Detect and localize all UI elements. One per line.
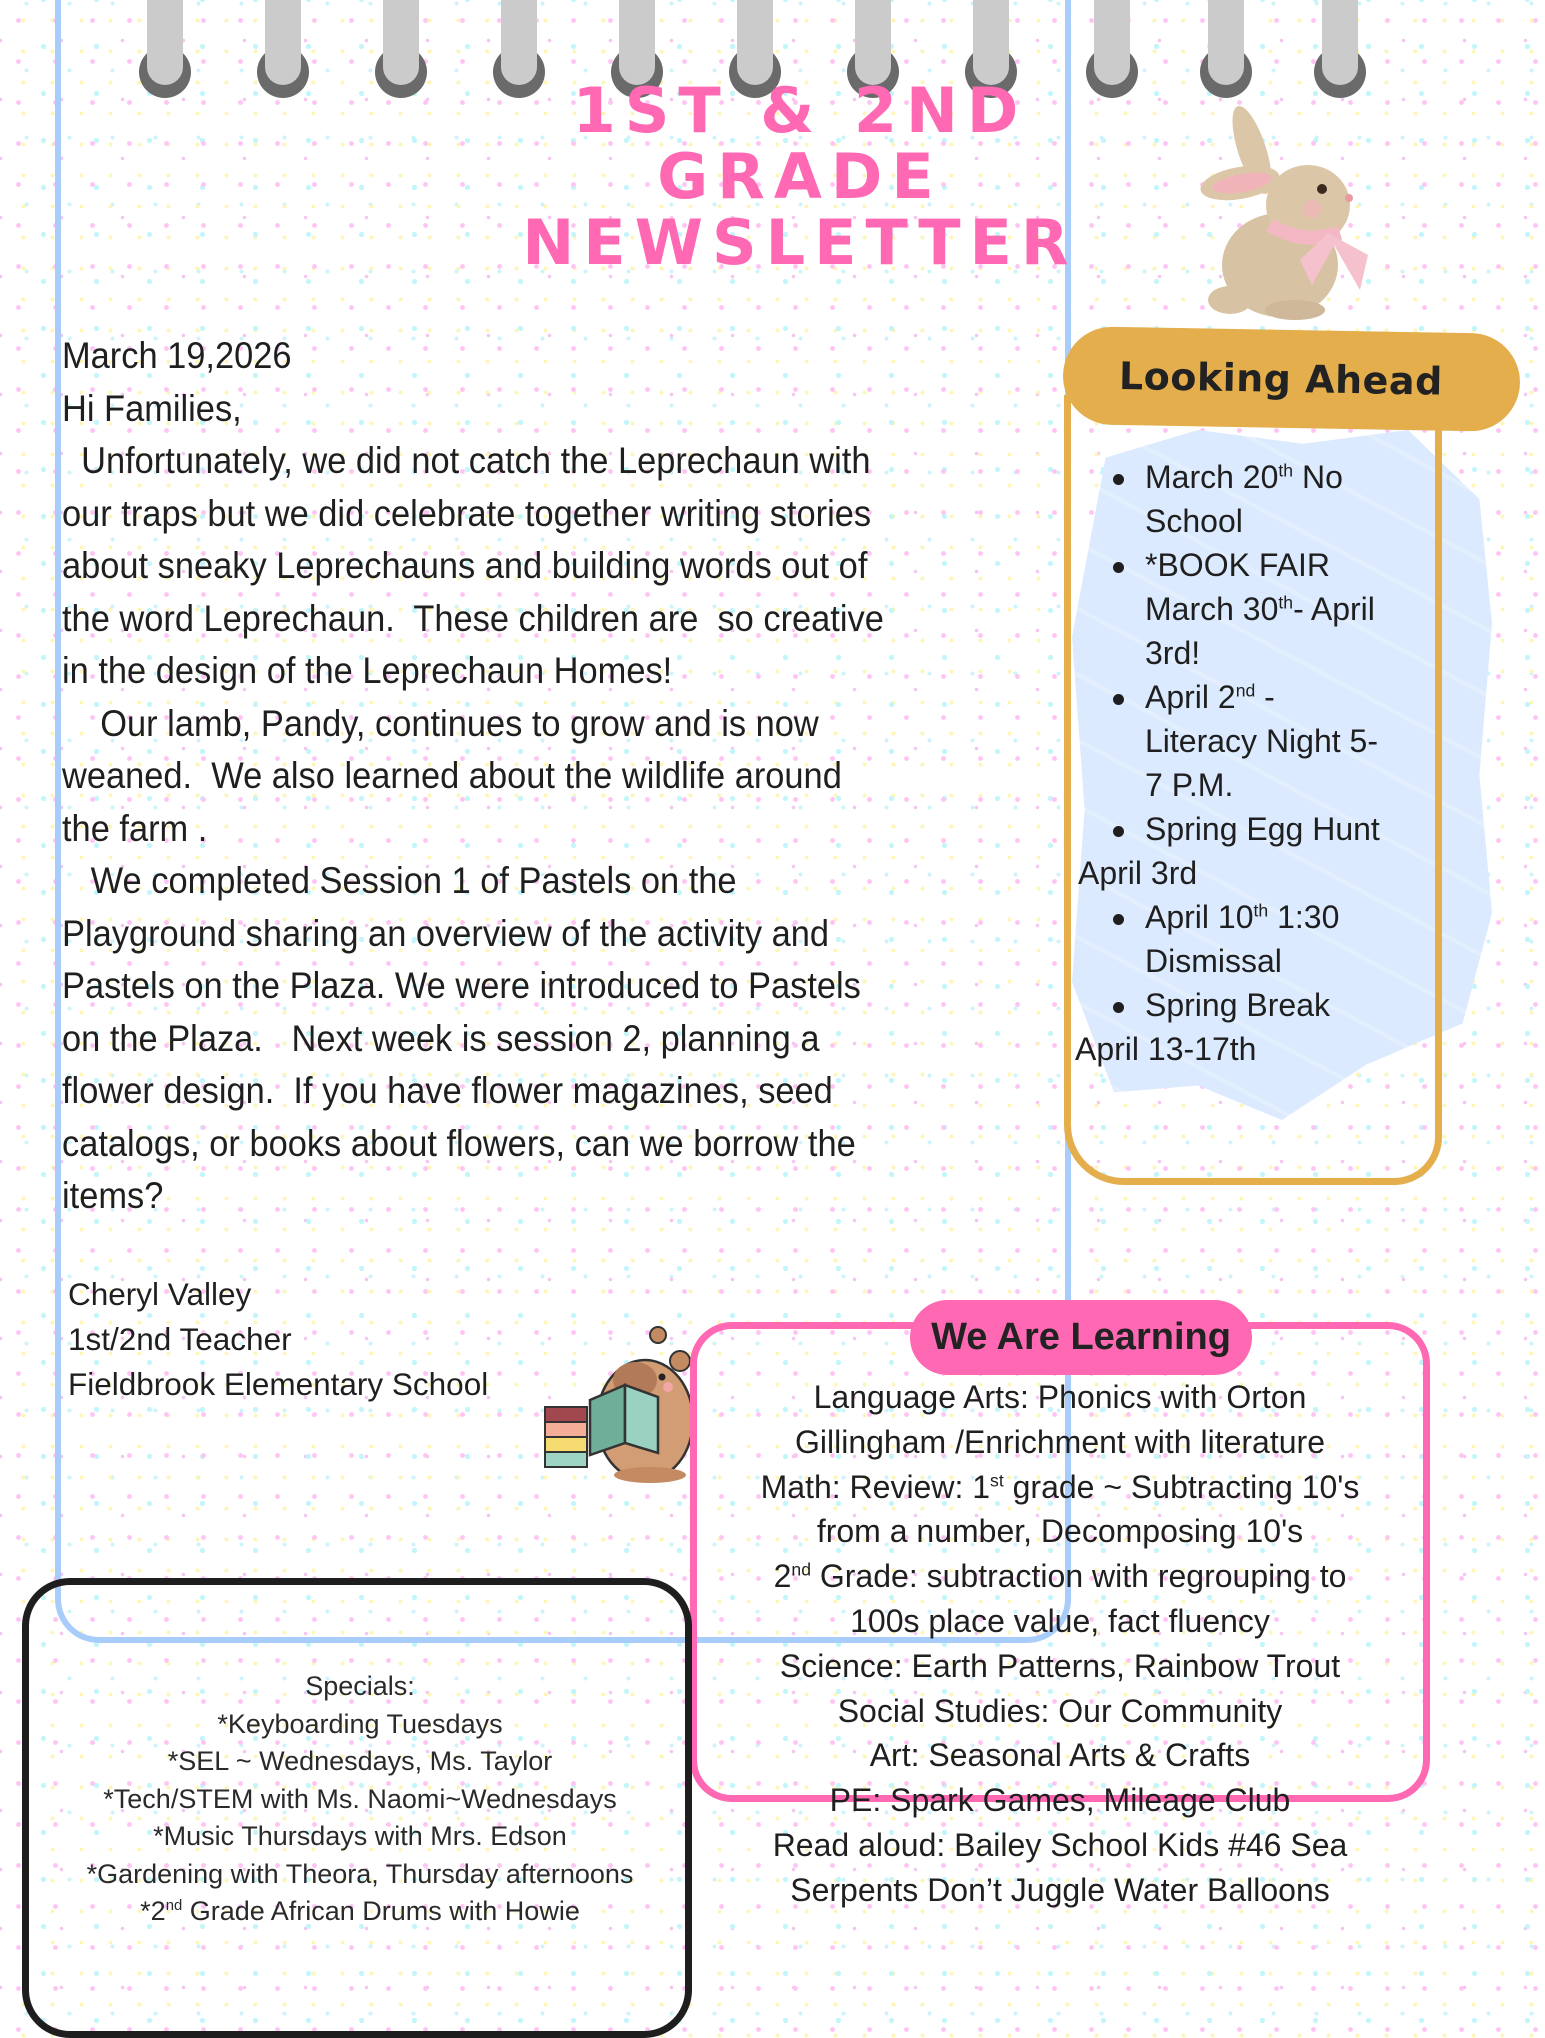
ring-wire: [973, 0, 1009, 85]
spiral-ring-icon: [1314, 0, 1366, 98]
title-line-3: NEWSLETTER: [522, 206, 1078, 279]
school-name: Fieldbrook Elementary School: [68, 1366, 489, 1402]
ring-wire: [265, 0, 301, 85]
capybara-reading-icon: [540, 1325, 700, 1485]
learning-line: from a number, Decomposing 10's: [816, 1513, 1304, 1550]
specials-line: *2nd Grade African Drums with Howie: [140, 1896, 580, 1926]
ring-wire: [1094, 0, 1130, 85]
looking-ahead-title: Looking Ahead: [1118, 353, 1444, 404]
title-line-1: 1ST & 2ND: [572, 74, 1028, 147]
learning-line: 100s place value, fact fluency: [850, 1602, 1270, 1639]
letter-line: flower design. If you have flower magazines, seed: [62, 1070, 833, 1111]
learning-line: Science: Earth Patterns, Rainbow Trout: [779, 1647, 1341, 1684]
ring-wire: [619, 0, 655, 85]
learning-line: Language Arts: Phonics with Orton: [813, 1379, 1307, 1415]
letter-line: on the Plaza. Next week is session 2, planning a: [62, 1017, 820, 1059]
item-text: April 2nd -: [1145, 679, 1275, 715]
learning-line: PE: Spark Games, Mileage Club: [829, 1782, 1291, 1819]
signature-block: [68, 1272, 488, 1407]
bunny-icon: [1200, 95, 1380, 320]
letter-line: in the design of the Leprechaun Homes!: [62, 650, 673, 691]
letter-body: [62, 330, 997, 1223]
learning-line: Serpents Don’t Juggle Water Balloons: [790, 1871, 1330, 1908]
specials-line: *Gardening with Theora, Thursday afternoons: [86, 1858, 634, 1889]
bullet-icon: [1113, 826, 1124, 837]
teacher-role: 1st/2nd Teacher: [68, 1321, 292, 1357]
letter-date: March 19,2026: [62, 335, 292, 376]
learning-line: 2nd Grade: subtraction with regrouping to: [773, 1558, 1347, 1595]
we-are-learning-header: [910, 1300, 1252, 1375]
letter-line: Pastels on the Plaza. We were introduced to Pastels: [62, 965, 861, 1006]
item-text-cont: 3rd!: [1145, 635, 1201, 671]
superscript: nd: [165, 1898, 183, 1914]
ring-wire: [501, 0, 537, 85]
learning-line: Art: Seasonal Arts & Crafts: [869, 1737, 1251, 1774]
item-text-cont: 7 P.M.: [1145, 767, 1234, 803]
item-text: March 30th- April: [1145, 591, 1375, 627]
superscript: th: [1253, 900, 1269, 921]
letter-line: Playground sharing an overview of the activity and: [62, 912, 830, 954]
looking-ahead-item: [1075, 455, 1435, 543]
bullet-icon: [1113, 474, 1124, 485]
letter-line: catalogs, or books about flowers, can we borrow the: [62, 1122, 856, 1164]
learning-line: Gillingham /Enrichment with literature: [795, 1423, 1325, 1460]
bullet-icon: [1113, 1002, 1124, 1013]
letter-line: Our lamb, Pandy, continues to grow and is now: [62, 702, 819, 744]
spiral-ring-icon: [375, 0, 427, 98]
we-are-learning-title: We Are Learning: [931, 1316, 1231, 1358]
spiral-ring-icon: [257, 0, 309, 98]
letter-paragraphs: [62, 435, 997, 1223]
newsletter-title: [520, 74, 1080, 279]
ring-wire: [1208, 0, 1244, 85]
letter-line: the farm .: [62, 807, 208, 849]
looking-ahead-item: [1075, 895, 1435, 983]
we-are-learning-list: [700, 1375, 1420, 1913]
learning-line: Math: Review: 1st grade ~ Subtracting 10's: [760, 1468, 1360, 1505]
letter-line: the word Leprechaun. These children are so creative: [62, 597, 884, 639]
ring-wire: [737, 0, 773, 85]
ring-wire: [855, 0, 891, 85]
book-stack-icon: [545, 1407, 587, 1467]
letter-line: Unfortunately, we did not catch the Leprechaun with: [62, 440, 871, 481]
spring-break-dates: April 13-17th: [1075, 1031, 1257, 1067]
specials-heading: Specials:: [305, 1671, 415, 1701]
specials-line: *Tech/STEM with Ms. Naomi~Wednesdays: [103, 1783, 617, 1814]
letter-line: our traps but we did celebrate together writing stories: [62, 492, 872, 534]
specials-line: *SEL ~ Wednesdays, Ms. Taylor: [167, 1746, 553, 1776]
letter-line: about sneaky Leprechauns and building words out of: [62, 545, 868, 586]
superscript: nd: [791, 1559, 811, 1580]
specials-list: [30, 1668, 690, 1931]
ring-wire: [1322, 0, 1358, 85]
spiral-ring-icon: [1200, 0, 1252, 98]
egg-hunt-date: April 3rd: [1078, 855, 1198, 891]
item-text: Spring Egg Hunt: [1145, 811, 1380, 847]
letter-line: items?: [62, 1175, 164, 1216]
item-text: March 20th No: [1145, 459, 1343, 495]
item-text: *BOOK FAIR: [1145, 547, 1330, 583]
superscript: st: [990, 1469, 1004, 1490]
title-line-2: GRADE: [657, 140, 943, 213]
superscript: th: [1278, 592, 1294, 613]
ring-wire: [383, 0, 419, 85]
bullet-icon: [1113, 914, 1124, 925]
item-text-cont: Literacy Night 5-: [1145, 723, 1378, 759]
looking-ahead-list: [1075, 455, 1435, 1071]
bullet-icon: [1113, 694, 1124, 705]
looking-ahead-item: [1075, 983, 1435, 1027]
teacher-name: Cheryl Valley: [68, 1276, 252, 1312]
item-text-cont: School: [1145, 503, 1243, 539]
item-text-cont: Dismissal: [1145, 943, 1282, 979]
letter-line: We completed Session 1 of Pastels on the: [62, 860, 737, 901]
specials-line: *Music Thursdays with Mrs. Edson: [153, 1821, 567, 1851]
spiral-ring-icon: [1086, 0, 1138, 98]
looking-ahead-item: [1075, 807, 1435, 851]
bullet-icon: [1113, 562, 1124, 573]
letter-line: weaned. We also learned about the wildlife around: [62, 755, 842, 796]
item-text: April 10th 1:30: [1145, 899, 1340, 935]
specials-line: *Keyboarding Tuesdays: [217, 1708, 503, 1739]
looking-ahead-item: [1075, 675, 1435, 807]
letter-greeting: Hi Families,: [62, 387, 242, 429]
item-text: Spring Break: [1145, 987, 1330, 1023]
learning-line: Social Studies: Our Community: [837, 1692, 1283, 1729]
spiral-ring-icon: [139, 0, 191, 98]
superscript: nd: [1235, 680, 1256, 701]
looking-ahead-header: [1062, 326, 1521, 432]
superscript: th: [1278, 460, 1294, 481]
looking-ahead-item: [1075, 543, 1435, 587]
looking-ahead-item: [1075, 587, 1435, 675]
learning-line: Read aloud: Bailey School Kids #46 Sea: [772, 1826, 1348, 1863]
ring-wire: [147, 0, 183, 85]
